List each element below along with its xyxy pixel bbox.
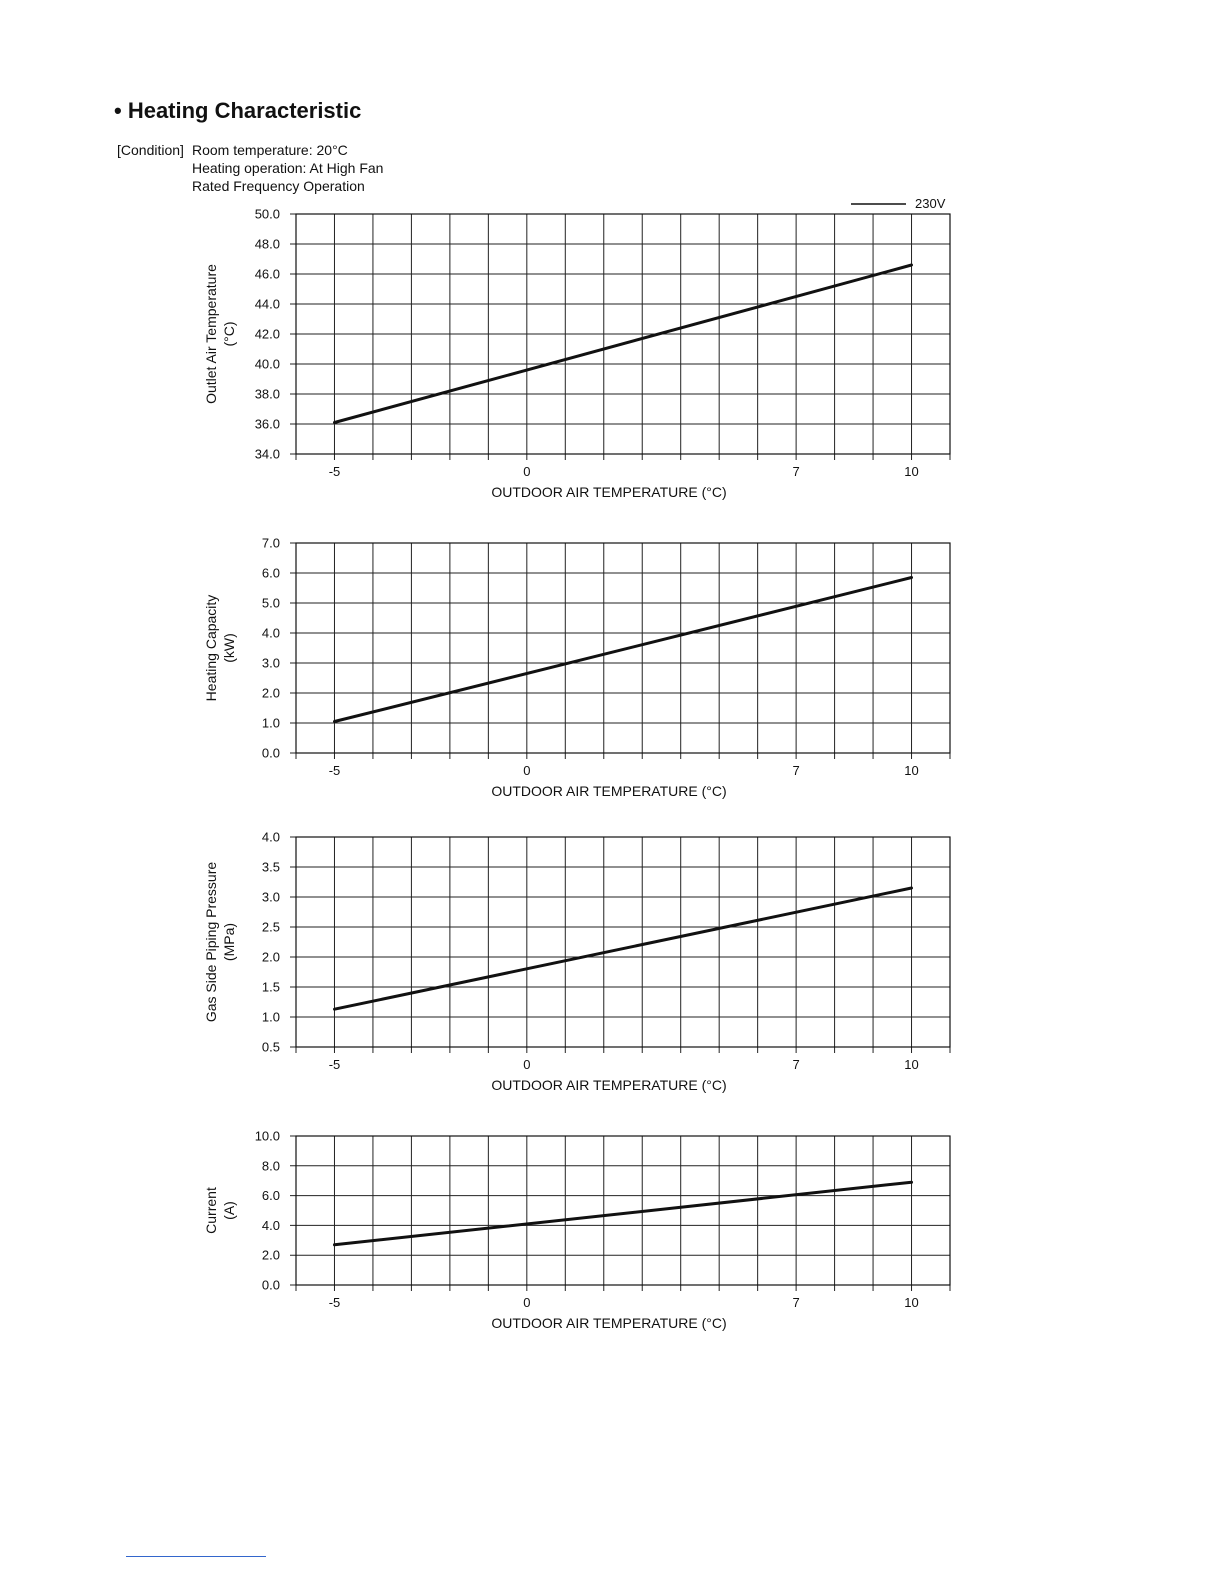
chart3-series-line-230v: [335, 888, 912, 1009]
chart1-y-tick-label: 34.0: [254, 446, 280, 462]
chart1-y-axis-title: Outlet Air Temperature: [203, 264, 219, 404]
chart2-x-tick-label: 0: [523, 763, 531, 778]
condition-prefix: [Condition]: [117, 142, 184, 158]
chart4-plot-frame: [296, 1136, 950, 1285]
chart2-y-tick-label: 2.0: [261, 685, 280, 701]
chart1-y-tick-label: 36.0: [254, 416, 280, 432]
chart3-y-axis-title: Gas Side Piping Pressure: [203, 861, 219, 1023]
chart2-series-line-230v: [335, 578, 912, 722]
condition-room-temperature: Room temperature: 20°C: [192, 142, 348, 158]
chart4-x-tick-label: 7: [792, 1295, 800, 1310]
chart3-y-tick-label: 2.0: [261, 949, 280, 965]
chart3-x-axis-title: OUTDOOR AIR TEMPERATURE (°C): [491, 1077, 727, 1093]
chart2-y-tick-label: 6.0: [261, 565, 280, 581]
chart3-y-tick-label: 4.0: [261, 829, 280, 845]
chart3-y-tick-label: 1.5: [261, 979, 280, 995]
chart4-y-axis-title: Current: [203, 1187, 219, 1234]
chart1-y-tick-label: 42.0: [254, 326, 280, 342]
legend-label-230v: 230V: [915, 196, 946, 211]
page-heading: • Heating Characteristic: [114, 98, 362, 123]
chart1-x-axis-title: OUTDOOR AIR TEMPERATURE (°C): [491, 484, 727, 500]
condition-heating-operation: Heating operation: At High Fan: [192, 160, 384, 176]
chart1-y-tick-label: 44.0: [254, 296, 280, 312]
chart3-x-tick-label: -5: [328, 1057, 341, 1072]
chart4-y-tick-label: 6.0: [261, 1188, 280, 1204]
chart4-y-tick-label: 8.0: [261, 1158, 280, 1174]
chart4-x-tick-label: -5: [328, 1295, 341, 1310]
chart4-y-axis-unit: (A): [221, 1201, 237, 1220]
chart2-y-tick-label: 7.0: [261, 535, 280, 551]
chart4-y-tick-label: 2.0: [261, 1247, 280, 1263]
chart1-y-tick-label: 46.0: [254, 266, 280, 282]
chart1-series-line-230v: [335, 265, 912, 423]
chart3-y-axis-unit: (MPa): [221, 922, 237, 962]
chart1-x-tick-label: 0: [523, 464, 531, 479]
chart3-x-tick-label: 10: [904, 1057, 919, 1072]
chart1-y-tick-label: 50.0: [254, 206, 280, 222]
chart3-x-tick-label: 7: [792, 1057, 800, 1072]
chart1-x-tick-label: 10: [904, 464, 919, 479]
chart1-y-tick-label: 38.0: [254, 386, 280, 402]
chart3-y-tick-label: 1.0: [261, 1009, 280, 1025]
chart2-y-tick-label: 1.0: [261, 715, 280, 731]
chart3-x-tick-label: 0: [523, 1057, 531, 1072]
chart2-x-tick-label: -5: [328, 763, 341, 778]
footer-rule: [126, 1556, 266, 1557]
chart2-x-tick-label: 10: [904, 763, 919, 778]
chart2-y-tick-label: 0.0: [261, 745, 280, 761]
condition-frequency: Rated Frequency Operation: [192, 178, 365, 194]
chart4-series-line-230v: [335, 1182, 912, 1245]
chart4-y-tick-label: 4.0: [261, 1217, 280, 1233]
chart4-y-tick-label: 10.0: [254, 1128, 280, 1144]
chart3-plot-frame: [296, 837, 950, 1047]
chart1-y-tick-label: 40.0: [254, 356, 280, 372]
chart2-x-tick-label: 7: [792, 763, 800, 778]
chart2-y-tick-label: 3.0: [261, 655, 280, 671]
chart1-y-axis-unit: (°C): [221, 321, 237, 347]
chart3-y-tick-label: 2.5: [261, 919, 280, 935]
chart4-y-tick-label: 0.0: [261, 1277, 280, 1293]
chart2-y-axis-title: Heating Capacity: [203, 594, 219, 702]
chart3-y-tick-label: 3.5: [261, 859, 280, 875]
chart4-x-axis-title: OUTDOOR AIR TEMPERATURE (°C): [491, 1315, 727, 1331]
chart1-x-tick-label: 7: [792, 464, 800, 479]
chart2-y-tick-label: 5.0: [261, 595, 280, 611]
chart4-x-tick-label: 0: [523, 1295, 531, 1310]
chart1-y-tick-label: 48.0: [254, 236, 280, 252]
chart2-y-axis-unit: (kW): [221, 633, 237, 663]
chart3-y-tick-label: 0.5: [261, 1039, 280, 1055]
chart3-y-tick-label: 3.0: [261, 889, 280, 905]
chart2-y-tick-label: 4.0: [261, 625, 280, 641]
chart2-x-axis-title: OUTDOOR AIR TEMPERATURE (°C): [491, 783, 727, 799]
chart4-x-tick-label: 10: [904, 1295, 919, 1310]
chart1-x-tick-label: -5: [328, 464, 341, 479]
